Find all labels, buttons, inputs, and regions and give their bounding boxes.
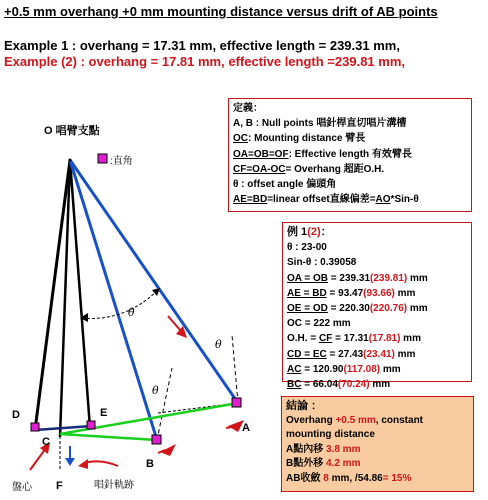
conclusion-line: mounting distance (286, 429, 375, 441)
definition-null-points: A, B : Null points 唱針桿直切唱片溝槽 (233, 118, 407, 130)
example-row: BC = 66.04(70.24) mm (287, 379, 391, 391)
conclusion-line: Overhang +0.5 mm, constant (286, 414, 424, 426)
point-D-label: D (12, 409, 20, 421)
point-E-label: E (100, 407, 108, 419)
example-row: CD = EC = 27.43(23.41) mm (287, 348, 416, 360)
theta-label-arc: θ (128, 306, 135, 319)
definition-overhang: CF=OA-OC= Overhang 超距O.H. (233, 163, 385, 175)
example-row: OE = OD = 220.30(220.76) mm (287, 303, 428, 315)
page-title: +0.5 mm overhang +0 mm mounting distance versus drift of AB points (4, 4, 438, 19)
theta-label-B: θ (152, 384, 159, 397)
conclusion-line: AB收斂 8 mm, /54.86= 15% (286, 472, 412, 484)
right-angle-marker-B (152, 435, 161, 444)
point-C-label: C (42, 436, 50, 448)
dashed-line-A (232, 335, 238, 403)
dashed-line-B-vert (157, 368, 172, 440)
conclusion-heading: 結論 ： (286, 400, 323, 412)
line-OA (70, 160, 238, 403)
line-OE (70, 160, 90, 428)
pivot-label: O 唱臂支點 (44, 125, 100, 137)
example-row: AC = 120.90(117.08) mm (287, 363, 401, 375)
example-1-line: Example 1 : overhang = 17.31 mm, effective length = 239.31 mm, (4, 38, 400, 53)
conclusion-box (281, 396, 474, 492)
right-angle-legend-square (98, 154, 107, 163)
pivot-point (69, 159, 72, 162)
example-row: O.H. = CF = 17.31(17.81) mm (287, 333, 421, 345)
theta-arc (82, 290, 158, 318)
right-angle-legend-label: :直角 (110, 156, 133, 167)
example-row: OC = 222 mm (287, 318, 351, 330)
line-OB (70, 160, 157, 440)
definition-mounting-distance: OC: Mounting distance 臂長 (233, 133, 366, 145)
definition-effective-length: OA=OB=OF: Effective length 有效臂長 (233, 148, 412, 160)
definitions-box (228, 98, 472, 212)
platter-arrow-shaft (30, 448, 46, 470)
conclusion-line: B點外移 4.2 mm (286, 458, 361, 470)
track-arc-head (78, 459, 88, 469)
example-values-box (282, 222, 472, 391)
example-2-line: Example (2) : overhang = 17.81 mm, effective length =239.81 mm, (4, 54, 406, 69)
conclusion-line: A點內移 3.8 mm (286, 443, 361, 455)
example-row: Sin-θ : 0.39058 (287, 257, 357, 269)
arrow-B (160, 444, 176, 456)
right-angle-marker-A (232, 398, 241, 407)
point-F-label: F (56, 480, 63, 492)
blue-arrow-head (65, 458, 75, 466)
point-B-label: B (146, 458, 154, 470)
stylus-track-label: 唱針軌跡 (94, 480, 134, 491)
example-heading: 例 1(2)： (287, 226, 332, 238)
definition-linear-offset: AE=BD=linear offset直線偏差=AO*Sin-θ (233, 194, 419, 206)
example-row: θ : 23-00 (287, 242, 327, 254)
theta-label-A: θ (215, 338, 222, 351)
point-A-label: A (242, 422, 250, 434)
definitions-heading: 定義： (233, 103, 263, 114)
example-row: OA = OB = 239.31(239.81) mm (287, 272, 428, 284)
definition-offset-angle: θ : offset angle 偏頭角 (233, 179, 337, 191)
example-row: AE = BD = 93.47(93.66) mm (287, 287, 416, 299)
line-CB (60, 434, 157, 440)
platter-center-label: 盤心 (12, 482, 32, 493)
right-angle-marker-E (87, 421, 95, 429)
right-angle-marker-D (31, 423, 39, 431)
